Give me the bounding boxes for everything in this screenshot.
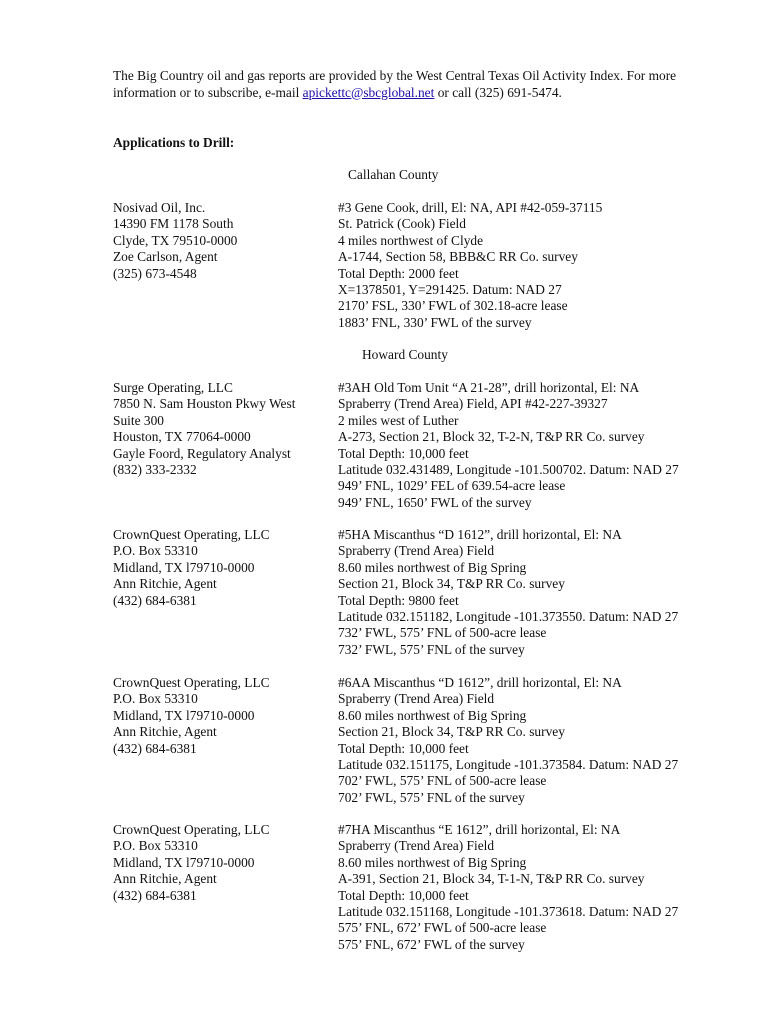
detail-line: Total Depth: 10,000 feet (338, 887, 469, 903)
detail-line: 702’ FWL, 575’ FNL of the survey (338, 789, 525, 805)
section-heading: Applications to Drill: (113, 135, 235, 150)
operator-line: 14390 FM 1178 South (113, 216, 234, 232)
operator-line: CrownQuest Operating, LLC (113, 527, 270, 542)
detail-line: #3 Gene Cook, drill, El: NA, API #42-059-37115 (338, 200, 603, 215)
detail-line: Spraberry (Trend Area) Field (338, 691, 495, 707)
detail-line: Spraberry (Trend Area) Field, API #42-227-39327 (338, 396, 608, 412)
intro-paragraph (113, 68, 733, 101)
detail-line: A-273, Section 21, Block 32, T-2-N, T&P RR Co. survey (338, 429, 645, 445)
detail-line: 4 miles northwest of Clyde (338, 232, 484, 248)
detail-line: Total Depth: 2000 feet (338, 265, 459, 281)
detail-line: 2170’ FSL, 330’ FWL of 302.18-acre lease (338, 298, 568, 314)
intro-text-after: or call (325) 691-5474. (434, 84, 562, 100)
detail-line: Section 21, Block 34, T&P RR Co. survey (338, 576, 565, 592)
operator-line: (325) 673-4548 (113, 265, 197, 281)
operator-line: Houston, TX 77064-0000 (113, 429, 251, 445)
operator-block (113, 200, 333, 282)
detail-line: 2 miles west of Luther (338, 412, 459, 428)
operator-line: Ann Ritchie, Agent (113, 871, 217, 887)
operator-line: Gayle Foord, Regulatory Analyst (113, 445, 291, 461)
detail-line: #5HA Miscanthus “D 1612”, drill horizontal, El: NA (338, 527, 622, 542)
operator-line: Zoe Carlson, Agent (113, 249, 218, 265)
operator-line: P.O. Box 53310 (113, 838, 198, 854)
permit-details (338, 380, 733, 511)
detail-line: Total Depth: 10,000 feet (338, 445, 469, 461)
detail-line: 8.60 miles northwest of Big Spring (338, 707, 527, 723)
operator-block (113, 527, 333, 609)
detail-line: Spraberry (Trend Area) Field (338, 543, 495, 559)
detail-line: #7HA Miscanthus “E 1612”, drill horizontal, El: NA (338, 822, 621, 837)
operator-line: Nosivad Oil, Inc. (113, 200, 206, 215)
detail-line: 732’ FWL, 575’ FNL of the survey (338, 641, 525, 657)
detail-line: 8.60 miles northwest of Big Spring (338, 854, 527, 870)
operator-line: Surge Operating, LLC (113, 380, 233, 395)
operator-line: Clyde, TX 79510-0000 (113, 232, 238, 248)
detail-line: 575’ FNL, 672’ FWL of the survey (338, 936, 525, 952)
operator-line: P.O. Box 53310 (113, 543, 198, 559)
detail-line: #3AH Old Tom Unit “A 21-28”, drill horizontal, El: NA (338, 380, 640, 395)
operator-block (113, 380, 333, 478)
operator-block (113, 675, 333, 757)
permit-details (338, 527, 733, 658)
operator-block (113, 822, 333, 904)
operator-line: Ann Ritchie, Agent (113, 724, 217, 740)
operator-line: (432) 684-6381 (113, 887, 197, 903)
county-heading-callahan: Callahan County (348, 167, 439, 182)
detail-line: X=1378501, Y=291425. Datum: NAD 27 (338, 281, 562, 297)
operator-line: (432) 684-6381 (113, 740, 197, 756)
operator-line: Midland, TX l79710-0000 (113, 707, 255, 723)
permit-details (338, 200, 733, 331)
detail-line: 575’ FNL, 672’ FWL of 500-acre lease (338, 920, 547, 936)
email-link[interactable]: apickettc@sbcglobal.net (302, 84, 435, 100)
detail-line: Total Depth: 9800 feet (338, 592, 459, 608)
operator-line: (432) 684-6381 (113, 592, 197, 608)
detail-line: A-1744, Section 58, BBB&C RR Co. survey (338, 249, 578, 265)
detail-line: 949’ FNL, 1029’ FEL of 639.54-acre lease (338, 478, 566, 494)
detail-line: 1883’ FNL, 330’ FWL of the survey (338, 314, 532, 330)
operator-line: Midland, TX l79710-0000 (113, 559, 255, 575)
operator-line: CrownQuest Operating, LLC (113, 675, 270, 690)
operator-line: P.O. Box 53310 (113, 691, 198, 707)
detail-line: Latitude 032.431489, Longitude -101.500702. Datum: NAD 27 (338, 461, 679, 477)
detail-line: Latitude 032.151168, Longitude -101.373618. Datum: NAD 27 (338, 903, 679, 919)
detail-line: Section 21, Block 34, T&P RR Co. survey (338, 724, 565, 740)
detail-line: 8.60 miles northwest of Big Spring (338, 559, 527, 575)
operator-line: (832) 333-2332 (113, 461, 197, 477)
detail-line: Spraberry (Trend Area) Field (338, 838, 495, 854)
detail-line: 949’ FNL, 1650’ FWL of the survey (338, 494, 532, 510)
county-heading-howard: Howard County (362, 347, 448, 362)
detail-line: Latitude 032.151175, Longitude -101.373584. Datum: NAD 27 (338, 756, 679, 772)
operator-line: Suite 300 (113, 412, 164, 428)
detail-line: 702’ FWL, 575’ FNL of 500-acre lease (338, 773, 547, 789)
permit-details (338, 675, 733, 806)
operator-line: Ann Ritchie, Agent (113, 576, 217, 592)
operator-line: Midland, TX l79710-0000 (113, 854, 255, 870)
detail-line: #6AA Miscanthus “D 1612”, drill horizontal, El: NA (338, 675, 622, 690)
permit-details (338, 822, 733, 953)
detail-line: 732’ FWL, 575’ FNL of 500-acre lease (338, 625, 547, 641)
operator-line: CrownQuest Operating, LLC (113, 822, 270, 837)
detail-line: Total Depth: 10,000 feet (338, 740, 469, 756)
intro-text-before: The Big Country oil and gas reports are provided by the West Central Texas Oil Activity Index. For more information or to subscribe, e-mail (113, 68, 677, 100)
detail-line: St. Patrick (Cook) Field (338, 216, 466, 232)
operator-line: 7850 N. Sam Houston Pkwy West (113, 396, 296, 412)
detail-line: Latitude 032.151182, Longitude -101.373550. Datum: NAD 27 (338, 608, 679, 624)
detail-line: A-391, Section 21, Block 34, T-1-N, T&P RR Co. survey (338, 871, 645, 887)
